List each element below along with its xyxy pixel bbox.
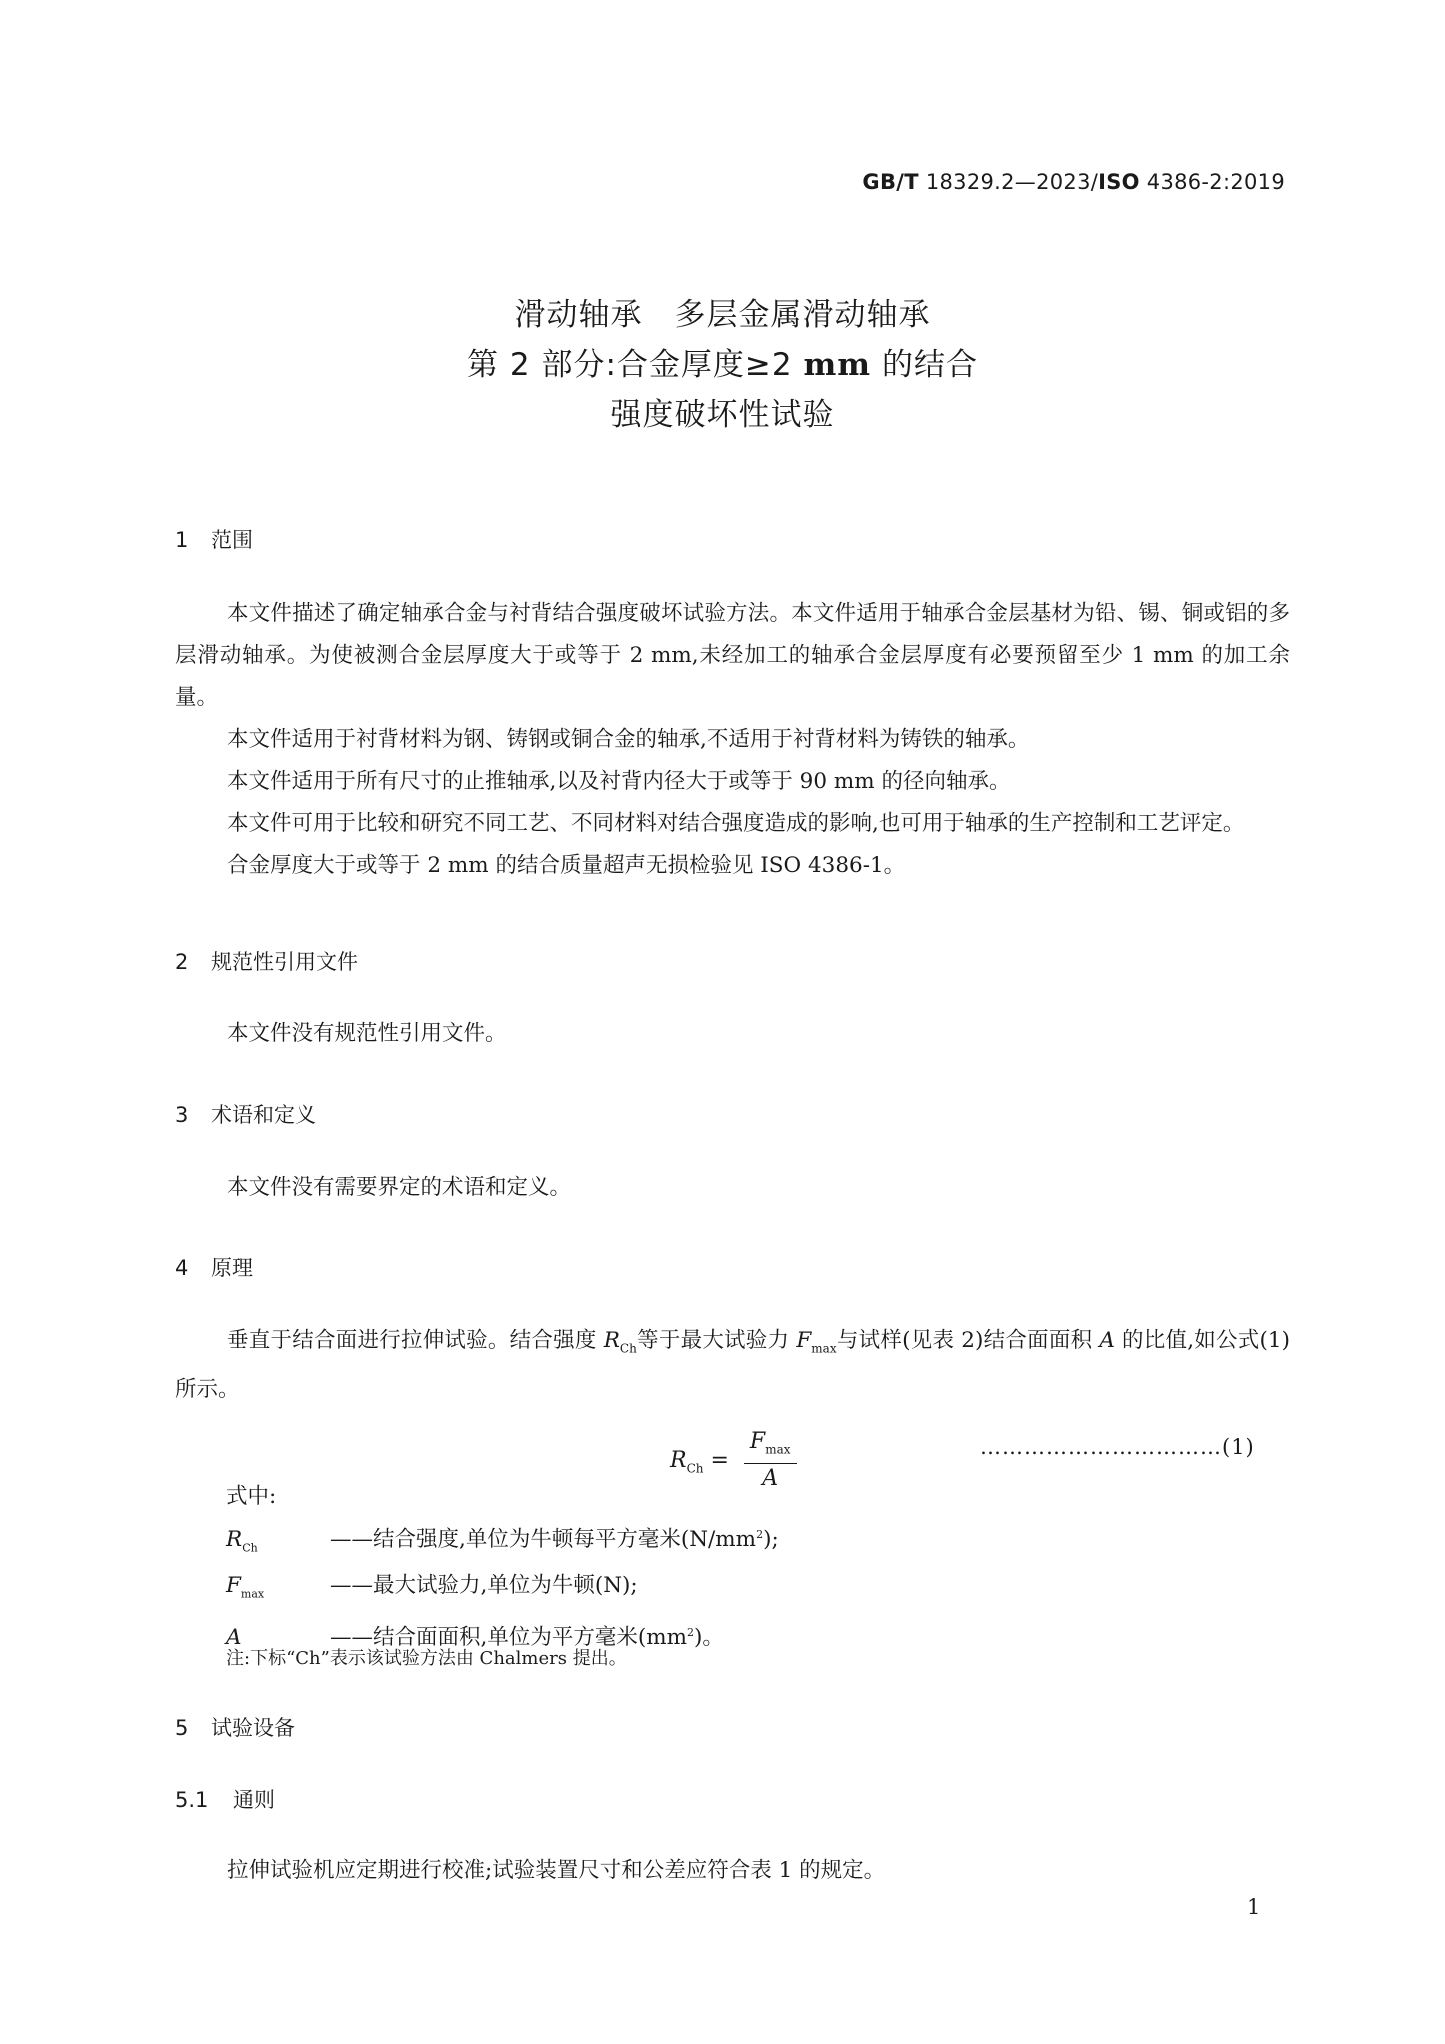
section-3-heading: 3 术语和定义 xyxy=(175,1103,316,1127)
section-1-heading: 1 范围 xyxy=(175,528,253,552)
definition-row: $F_{max}$ ——最大试验力,单位为牛顿(N); xyxy=(226,1573,638,1601)
page-number: 1 xyxy=(1247,1895,1261,1919)
paragraph: 本文件没有规范性引用文件。 xyxy=(227,1021,507,1046)
formula-number: ……………………………(1) xyxy=(980,1435,1255,1459)
formula-1: $R_{Ch}$ = $\frac{F_{max}}{A}$ xyxy=(670,1428,797,1494)
section-1-body xyxy=(175,593,1290,887)
paragraph: 本文件没有需要界定的术语和定义。 xyxy=(227,1175,572,1200)
title-line-2: 第 2 部分:合金厚度≥2 mm 的结合 xyxy=(467,347,978,383)
paragraph: 本文件适用于所有尺寸的止推轴承,以及衬背内径大于或等于 90 mm 的径向轴承。 xyxy=(227,769,1011,794)
paragraph: 本文件适用于衬背材料为钢、铸钢或铜合金的轴承,不适用于衬背材料为铸铁的轴承。 xyxy=(227,727,1030,752)
section-2-heading: 2 规范性引用文件 xyxy=(175,950,358,974)
definition-row: A ——结合面面积,单位为平方毫米$(mm^2)$。 xyxy=(226,1624,724,1650)
symbol-definitions xyxy=(226,1478,779,1665)
title-line-1: 滑动轴承 多层金属滑动轴承 xyxy=(514,297,931,333)
paragraph: 本文件可用于比较和研究不同工艺、不同材料对结合强度造成的影响,也可用于轴承的生产控制和工艺评定。 xyxy=(227,811,1245,836)
section-5-heading: 5 试验设备 xyxy=(175,1716,295,1740)
section-3-body xyxy=(175,1167,1290,1209)
paragraph: 本文件描述了确定轴承合金与衬背结合强度破坏试验方法。本文件适用于轴承合金层基材为铅、锡、铜或铝的多层滑动轴承。为使被测合金层厚度大于或等于 2 mm,未经加工的轴承合金层厚度有必要预留至少 1 mm 的加工余量。 xyxy=(175,601,1290,710)
definition-row: $R_{Ch}$ ——结合强度,单位为牛顿每平方毫米$(N/mm^2)$; xyxy=(226,1527,779,1555)
where-label: 式中: xyxy=(226,1484,277,1509)
paragraph: 拉伸试验机应定期进行校准;试验装置尺寸和公差应符合表 1 的规定。 xyxy=(227,1858,886,1883)
section-4-heading: 4 原理 xyxy=(175,1256,253,1280)
paragraph: 垂直于结合面进行拉伸试验。结合强度 $R_{Ch}$等于最大试验力 $F_{max}$与试样(见表 2)结合面面积 A 的比值,如公式(1)所示。 xyxy=(175,1328,1290,1403)
section-2-body xyxy=(175,1013,1290,1055)
document-title xyxy=(0,290,1445,440)
fraction: $\frac{F_{max}}{A}$ xyxy=(744,1428,797,1494)
standard-number xyxy=(862,170,1285,194)
std-iso: ISO xyxy=(1098,170,1140,194)
section-4-body xyxy=(175,1320,1290,1411)
note: 注:下标“Ch”表示该试验方法由 Chalmers 提出。 xyxy=(226,1648,627,1669)
std-middle: 18329.2—2023/ xyxy=(918,170,1099,194)
std-prefix: GB/T xyxy=(862,170,919,194)
section-5-1-body xyxy=(175,1850,1290,1892)
paragraph: 合金厚度大于或等于 2 mm 的结合质量超声无损检验见 ISO 4386-1。 xyxy=(227,853,906,878)
section-5-1-heading: 5.1 通则 xyxy=(175,1788,275,1812)
std-suffix: 4386-2:2019 xyxy=(1139,170,1285,194)
title-line-3: 强度破坏性试验 xyxy=(610,397,835,433)
